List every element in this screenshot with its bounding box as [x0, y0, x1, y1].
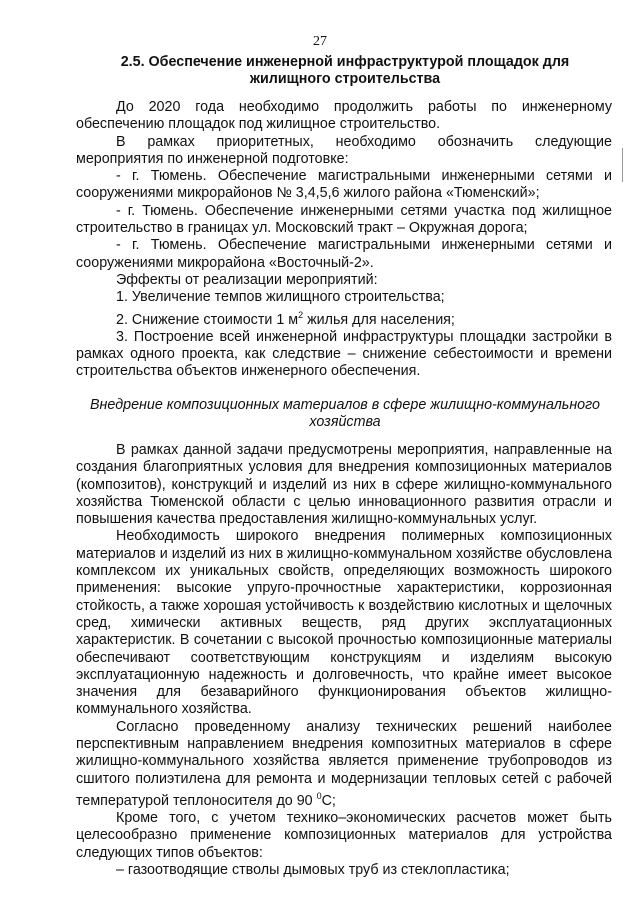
paragraph: В рамках данной задачи предусмотрены мероприятия, направленные на создания благоприятных условия для внедрения композиционных материалов (композитов), конструкций и изделий из них в сфере жилищно-коммунального хозяйства Тюменской области с целью инновационного развития отрасли и повышения качества предоставления жилищно-коммунальных услуг. [76, 442, 612, 528]
list-item: - г. Тюмень. Обеспечение магистральными инженерными сетями и сооружениями микрорайона «Восточный-2». [76, 237, 612, 271]
superscript: 0 [316, 790, 322, 801]
section-2-body [76, 442, 612, 879]
subsection-title: Внедрение композиционных материалов в сфере жилищно-коммунального хозяйства [90, 397, 600, 430]
list-item: - г. Тюмень. Обеспечение магистральными инженерными сетями и сооружениями микрорайонов № 3,4,5,6 жилого района «Тюменский»; [76, 168, 612, 202]
paragraph: Необходимость широкого внедрения полимерных композиционных материалов и изделий из них в жилищно-коммунальном хозяйстве обусловлена комплексом их уникальных свойств, определяющих возможность широкого применения: высокие упруго-прочностные характеристики, коррозионная стойкость, а также хорошая устойчивость к воздействию кислотных и щелочных сред, химически активных веществ, ряд других эксплуатационных характеристик. В сочетании с высокой прочностью композиционные материалы обеспечивают соответствующим конструкциям и изделиям высокую эксплуатационную надежность и долговечность, что крайне имеет высокое значения для безаварийного функционирования объектов жилищно-коммунального хозяйства. [76, 528, 612, 718]
text-run: 2. Снижение стоимости 1 м [116, 311, 299, 328]
page-number: 27 [313, 34, 327, 49]
paragraph: Кроме того, с учетом технико–экономических расчетов может быть целесообразно применение композиционных материалов для устройства следующих типов объектов: [76, 810, 612, 861]
list-item: – газоотводящие стволы дымовых труб из стеклопластика; [116, 861, 510, 878]
paragraph [76, 719, 612, 810]
text-run: С; [321, 792, 336, 809]
text-run: Согласно проведенному анализу технических решений наиболее перспективным направлением внедрения композитных материалов в сфере жилищно-коммунального хозяйства является применение трубопроводов из сшитого полиэтилена для ремонта и модернизации тепловых сетей с рабочей температурой теплоносителя до 90 [76, 718, 612, 809]
list-item: 3. Построение всей инженерной инфраструктуры площадки застройки в рамках одного проекта, как следствие – снижение себестоимости и времени строительства объектов инженерного обеспечения. [76, 328, 612, 380]
list-item [76, 307, 612, 329]
paragraph: До 2020 года необходимо продолжить работы по инженерному обеспечению площадок под жилищное строительство. [76, 99, 612, 133]
superscript: 2 [298, 309, 304, 320]
paragraph: Эффекты от реализации мероприятий: [116, 271, 378, 288]
paragraph: В рамках приоритетных, необходимо обозначить следующие мероприятия по инженерной подготовке: [76, 133, 612, 167]
section-title: 2.5. Обеспечение инженерной инфраструктурой площадок для жилищного строительства [120, 54, 570, 87]
list-item: 1. Увеличение темпов жилищного строительства; [116, 289, 445, 306]
section-1-body [76, 99, 612, 381]
scan-margin-mark [622, 148, 623, 182]
text-run: жилья для населения; [303, 311, 455, 328]
list-item: - г. Тюмень. Обеспечение инженерными сетями участка под жилищное строительство в границах ул. Московский тракт – Окружная дорога; [76, 202, 612, 237]
